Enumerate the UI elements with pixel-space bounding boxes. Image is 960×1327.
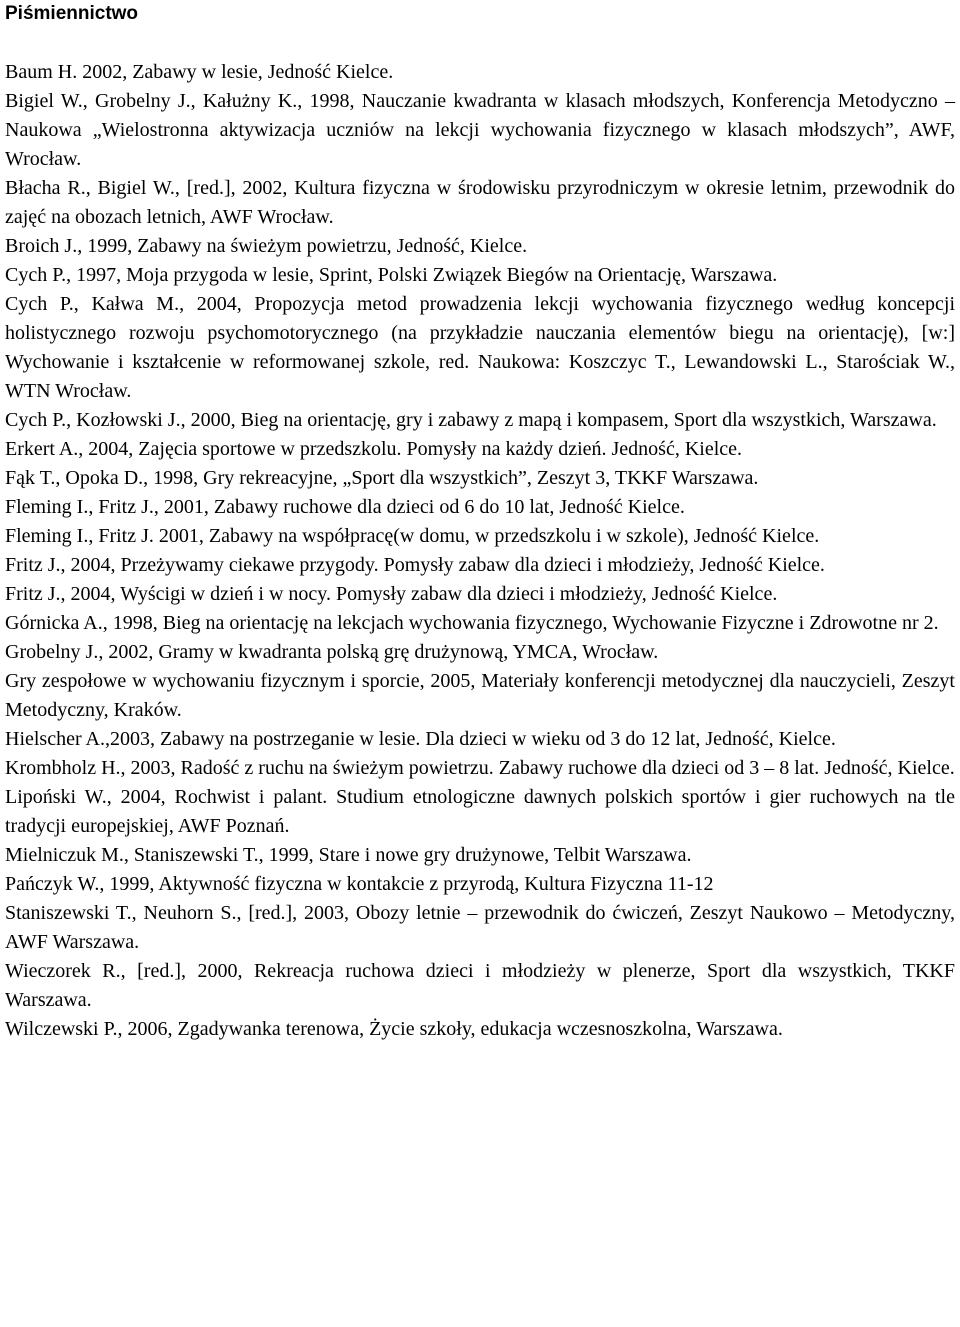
reference-entry: Bigiel W., Grobelny J., Kałużny K., 1998, Nauczanie kwadranta w klasach młodszych, Konferencja Metodyczno – Naukowa „Wielostronna aktywizacja uczniów na lekcji wychowania fizycznego w klasach młodszych”, AWF, Wrocław. bbox=[5, 90, 955, 170]
bibliography-page bbox=[5, 0, 955, 1044]
reference-entry: Cych P., Kałwa M., 2004, Propozycja metod prowadzenia lekcji wychowania fizycznego według koncepcji holistycznego rozwoju psychomotorycznego (na przykładzie nauczania elementów biegu na orientację), [w:] Wychowanie i kształcenie w reformowanej szkole, red. Naukowa: Koszczyc T., Lewandowski L., Starościak W., WTN Wrocław. bbox=[5, 293, 955, 402]
reference-entry: Baum H. 2002, Zabawy w lesie, Jedność Kielce. bbox=[5, 61, 394, 83]
reference-entry: Grobelny J., 2002, Gramy w kwadranta polską grę drużynową, YMCA, Wrocław. bbox=[5, 641, 659, 663]
reference-entry: Wieczorek R., [red.], 2000, Rekreacja ruchowa dzieci i młodzieży w plenerze, Sport dla wszystkich, TKKF Warszawa. bbox=[5, 960, 955, 1011]
reference-entry: Wilczewski P., 2006, Zgadywanka terenowa, Życie szkoły, edukacja wczesnoszkolna, Warszawa. bbox=[5, 1018, 783, 1040]
reference-entry: Lipoński W., 2004, Rochwist i palant. Studium etnologiczne dawnych polskich sportów i gier ruchowych na tle tradycji europejskiej, AWF Poznań. bbox=[5, 786, 955, 837]
reference-entry: Broich J., 1999, Zabawy na świeżym powietrzu, Jedność, Kielce. bbox=[5, 235, 528, 257]
reference-list bbox=[5, 58, 955, 1044]
reference-entry: Błacha R., Bigiel W., [red.], 2002, Kultura fizyczna w środowisku przyrodniczym w okresie letnim, przewodnik do zajęć na obozach letnich, AWF Wrocław. bbox=[5, 177, 955, 228]
reference-entry: Górnicka A., 1998, Bieg na orientację na lekcjach wychowania fizycznego, Wychowanie Fizyczne i Zdrowotne nr 2. bbox=[5, 612, 939, 634]
reference-entry: Gry zespołowe w wychowaniu fizycznym i sporcie, 2005, Materiały konferencji metodycznej dla nauczycieli, Zeszyt Metodyczny, Kraków. bbox=[5, 670, 955, 721]
reference-entry: Pańczyk W., 1999, Aktywność fizyczna w kontakcie z przyrodą, Kultura Fizyczna 11-12 bbox=[5, 873, 714, 895]
reference-entry: Hielscher A.,2003, Zabawy na postrzeganie w lesie. Dla dzieci w wieku od 3 do 12 lat, Jedność, Kielce. bbox=[5, 728, 836, 750]
reference-entry: Erkert A., 2004, Zajęcia sportowe w przedszkolu. Pomysły na każdy dzień. Jedność, Kielce. bbox=[5, 438, 743, 460]
reference-entry: Fąk T., Opoka D., 1998, Gry rekreacyjne, „Sport dla wszystkich”, Zeszyt 3, TKKF Warszawa. bbox=[5, 467, 759, 489]
reference-entry: Staniszewski T., Neuhorn S., [red.], 2003, Obozy letnie – przewodnik do ćwiczeń, Zeszyt Naukowo – Metodyczny, AWF Warszawa. bbox=[5, 902, 955, 953]
reference-entry: Mielniczuk M., Staniszewski T., 1999, Stare i nowe gry drużynowe, Telbit Warszawa. bbox=[5, 844, 692, 866]
reference-entry: Cych P., 1997, Moja przygoda w lesie, Sprint, Polski Związek Biegów na Orientację, Warszawa. bbox=[5, 264, 778, 286]
reference-entry: Fritz J., 2004, Przeżywamy ciekawe przygody. Pomysły zabaw dla dzieci i młodzieży, Jedność Kielce. bbox=[5, 554, 825, 576]
page-title: Piśmiennictwo bbox=[5, 3, 139, 24]
reference-entry: Fleming I., Fritz J., 2001, Zabawy ruchowe dla dzieci od 6 do 10 lat, Jedność Kielce. bbox=[5, 496, 685, 518]
reference-entry: Fritz J., 2004, Wyścigi w dzień i w nocy. Pomysły zabaw dla dzieci i młodzieży, Jedność Kielce. bbox=[5, 583, 778, 605]
reference-entry: Fleming I., Fritz J. 2001, Zabawy na współpracę(w domu, w przedszkolu i w szkole), Jedność Kielce. bbox=[5, 525, 820, 547]
reference-entry: Cych P., Kozłowski J., 2000, Bieg na orientację, gry i zabawy z mapą i kompasem, Sport dla wszystkich, Warszawa. bbox=[5, 409, 937, 431]
reference-entry: Krombholz H., 2003, Radość z ruchu na świeżym powietrzu. Zabawy ruchowe dla dzieci od 3 – 8 lat. Jedność, Kielce. bbox=[5, 757, 955, 779]
